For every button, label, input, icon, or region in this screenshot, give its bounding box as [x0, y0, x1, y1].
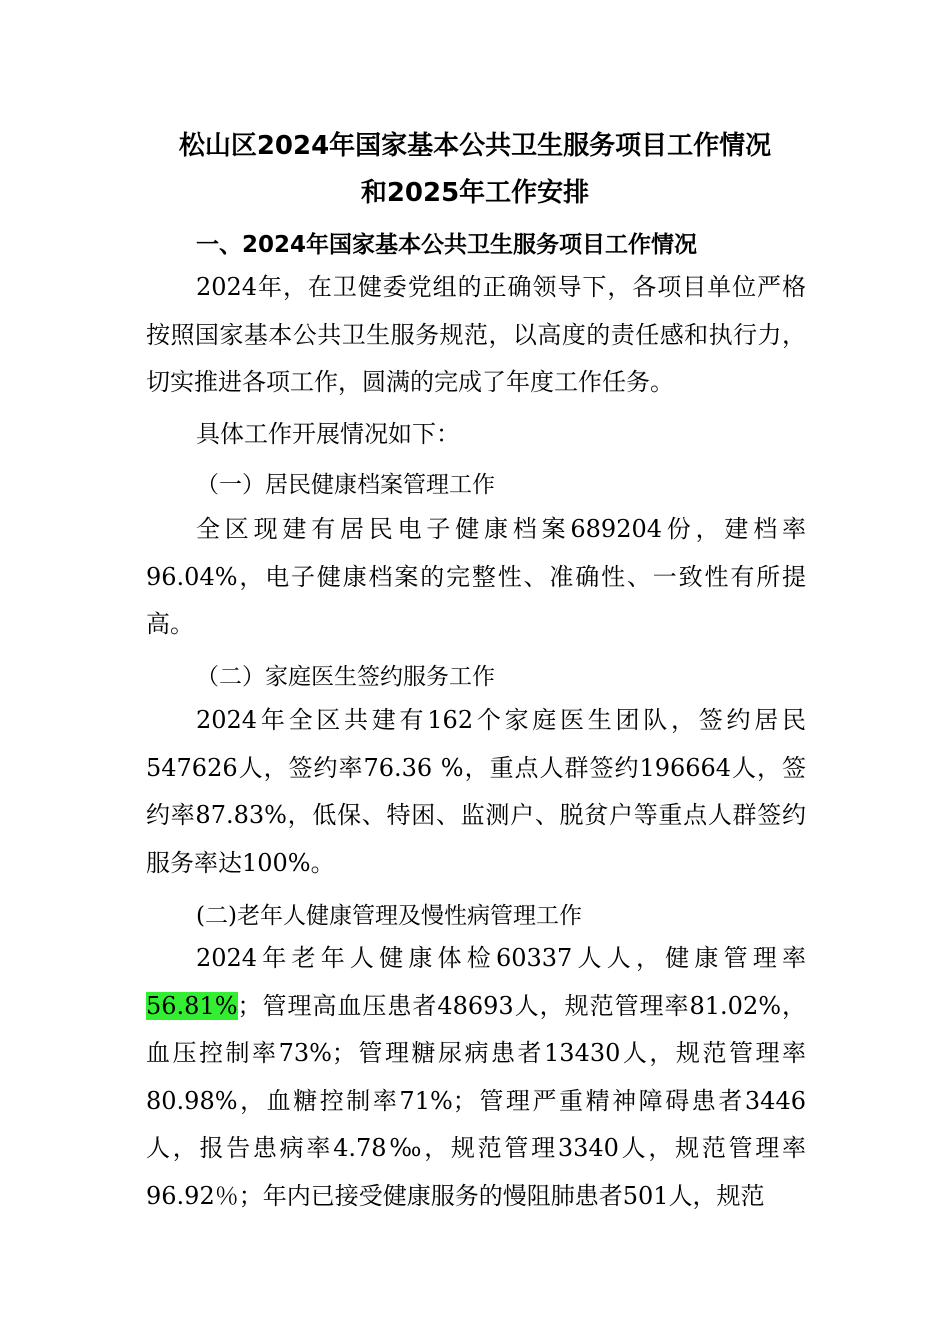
elderly-chronic-text-start: 2024年老年人健康体检60337人人，健康管理率 [196, 944, 806, 972]
family-doctor-paragraph [146, 697, 806, 887]
intro-text: 2024年，在卫健委党组的正确领导下，各项目单位严格按照国家基本公共卫生服务规范，以高度的责任感和执行力，切实推进各项工作，圆满的完成了年度工作任务。 [146, 273, 806, 397]
health-records-text: 全区现建有居民电子健康档案689204份，建档率96.04%，电子健康档案的完整性、准确性、一致性有所提高。 [146, 515, 806, 639]
document-title-line2: 和2025年工作安排 [360, 178, 590, 208]
elderly-chronic-text-rest: ；管理高血压患者48693人，规范管理率81.02%，血压控制率73%；管理糖尿病患者13430人，规范管理率80.98%，血糖控制率71%；管理严重精神障碍患者3446人，报告患病率4.78‰，规范管理3340人，规范管理率96.92％；年内已接受健康服务的慢阻肺患者501人，规范 [146, 991, 806, 1210]
document-title-line1: 松山区2024年国家基本公共卫生服务项目工作情况 [178, 131, 772, 161]
lead-text: 具体工作开展情况如下： [196, 420, 460, 448]
family-doctor-text: 2024年全区共建有162个家庭医生团队，签约居民547626人，签约率76.36 %，重点人群签约196664人，签约率87.83%，低保、特困、监测户、脱贫户等重点人群签约服务率达100%。 [146, 706, 806, 877]
highlighted-rate: 56.81% [146, 991, 238, 1020]
elderly-chronic-paragraph [146, 935, 806, 1221]
subsection-heading-health-records: （一）居民健康档案管理工作 [196, 472, 495, 498]
subsection-heading-family-doctor: （二）家庭医生签约服务工作 [196, 664, 495, 690]
lead-paragraph [146, 411, 806, 459]
section-heading: 一、2024年国家基本公共卫生服务项目工作情况 [196, 232, 698, 258]
health-records-paragraph [146, 506, 806, 649]
intro-paragraph [146, 264, 806, 407]
subsection-heading-elderly-chronic: (二)老年人健康管理及慢性病管理工作 [196, 903, 582, 929]
